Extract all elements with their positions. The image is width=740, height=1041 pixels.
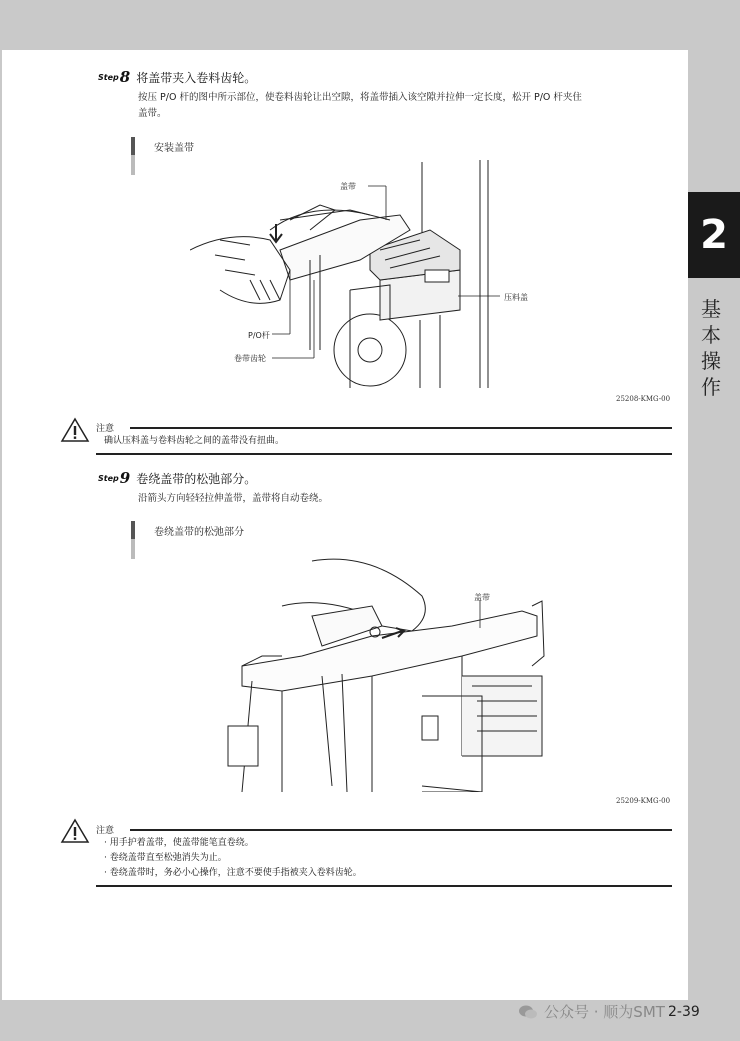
step8-title: 将盖带夹入卷料齿轮。 [136, 70, 257, 85]
watermark-text: 公众号 · 顺为SMT [544, 1003, 665, 1021]
chapter-number-tab: 2 [688, 192, 740, 278]
note2-bottom-rule [96, 885, 672, 887]
label-po-lever: P/O杆 [248, 331, 270, 340]
page-number: 2-39 [668, 1004, 700, 1020]
step-label: Step [98, 473, 119, 483]
watermark [518, 1001, 665, 1022]
step-number: 8 [119, 68, 131, 86]
step9-title: 卷绕盖带的松弛部分。 [136, 471, 257, 486]
note2-list [104, 836, 362, 881]
note2-label: 注意 [96, 826, 115, 836]
note1-label: 注意 [96, 424, 115, 434]
step8-body [138, 90, 582, 122]
step9-heading [98, 469, 256, 487]
warning-icon [60, 417, 90, 443]
label-tape-gear: 卷带齿轮 [234, 354, 266, 363]
note2-item: · 用手护着盖带，使盖带能笔直卷绕。 [104, 838, 254, 848]
step9-figure-id: 25209-KMG-00 [616, 797, 671, 805]
note1-top-rule [130, 427, 672, 429]
step-number: 9 [119, 469, 131, 487]
step9-caption: 卷绕盖带的松弛部分 [131, 521, 244, 559]
step9-body: 沿箭头方向轻轻拉伸盖带，盖带将自动卷绕。 [138, 493, 329, 504]
note1-bottom-rule [96, 453, 672, 455]
label-cover-tape: 盖带 [340, 182, 356, 191]
step-label: Step [98, 72, 119, 82]
step8-caption: 安装盖带 [131, 137, 194, 175]
step8-figure-id: 25208-KMG-00 [616, 395, 671, 403]
warning-icon [60, 818, 90, 844]
chapter-title: 基本操作 [701, 297, 721, 399]
label-cover-tape-2: 盖带 [474, 593, 490, 602]
right-margin-bar [688, 0, 740, 1041]
note2-item: · 卷绕盖带直至松弛消失为止。 [104, 853, 227, 863]
note1-text: 确认压料盖与卷料齿轮之间的盖带没有扭曲。 [104, 436, 285, 446]
step8-body-line: 按压 P/O 杆的图中所示部位，使卷料齿轮让出空隙，将盖带插入该空隙并拉伸一定长度，松开 P/O 杆夹住 [138, 92, 582, 103]
note2-top-rule [130, 829, 672, 831]
step8-heading [98, 68, 256, 86]
step9-illustration [222, 556, 548, 792]
label-feeder-cover: 压料盖 [504, 293, 528, 302]
wechat-icon [518, 1004, 538, 1020]
step8-body-line: 盖带。 [138, 108, 167, 119]
note2-item: · 卷绕盖带时，务必小心操作，注意不要使手指被夹入卷料齿轮。 [104, 868, 362, 878]
